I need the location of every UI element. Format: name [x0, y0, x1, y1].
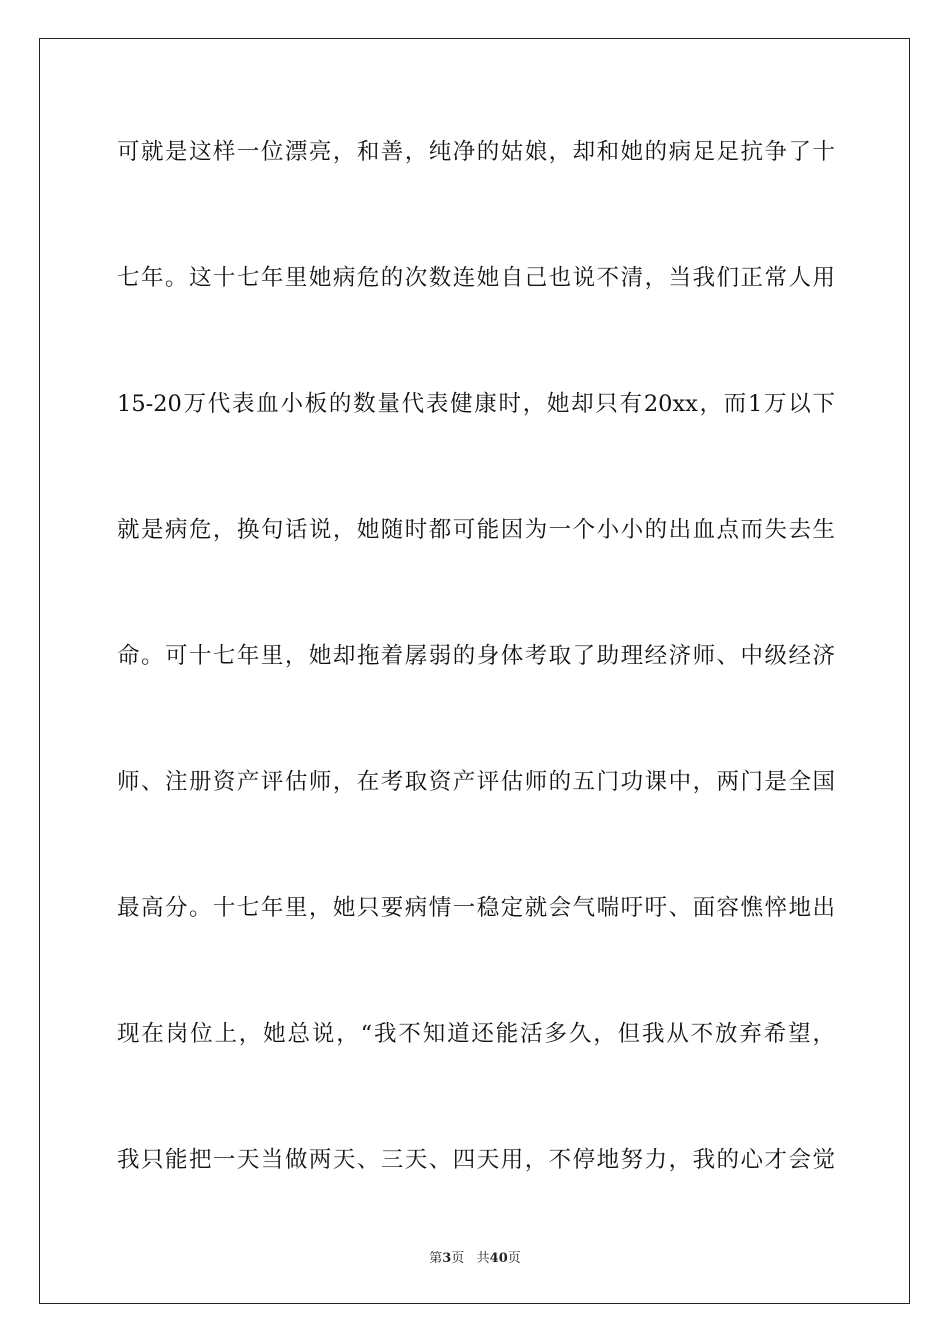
footer-suffix: 页: [507, 1251, 521, 1266]
text-line-2: 七年。这十七年里她病危的次数连她自己也说不清，当我们正常人用: [117, 265, 835, 291]
footer-prefix: 第: [429, 1251, 443, 1266]
text-line-4: 就是病危，换句话说，她随时都可能因为一个小小的出血点而失去生: [117, 517, 835, 543]
text-line-3: 15-20万代表血小板的数量代表健康时，她却只有20xx，而1万以下: [117, 391, 835, 417]
text-line-7: 最高分。十七年里，她只要病情一稳定就会气喘吁吁、面容憔悴地出: [117, 895, 835, 921]
page-footer: [0, 1247, 950, 1266]
body-text: [117, 127, 835, 1261]
text-line-5: 命。可十七年里，她却拖着孱弱的身体考取了助理经济师、中级经济: [117, 643, 835, 669]
current-page-number: 3: [442, 1251, 452, 1266]
footer-middle: 页 共: [451, 1251, 490, 1266]
text-line-6: 师、注册资产评估师，在考取资产评估师的五门功课中，两门是全国: [117, 769, 835, 795]
text-line-8: 现在岗位上，她总说，“我不知道还能活多久，但我从不放弃希望，: [117, 1021, 835, 1047]
text-line-9: 我只能把一天当做两天、三天、四天用，不停地努力，我的心才会觉: [117, 1147, 835, 1173]
text-line-1: 可就是这样一位漂亮，和善，纯净的姑娘，却和她的病足足抗争了十: [117, 139, 835, 165]
total-page-count: 40: [489, 1251, 508, 1266]
